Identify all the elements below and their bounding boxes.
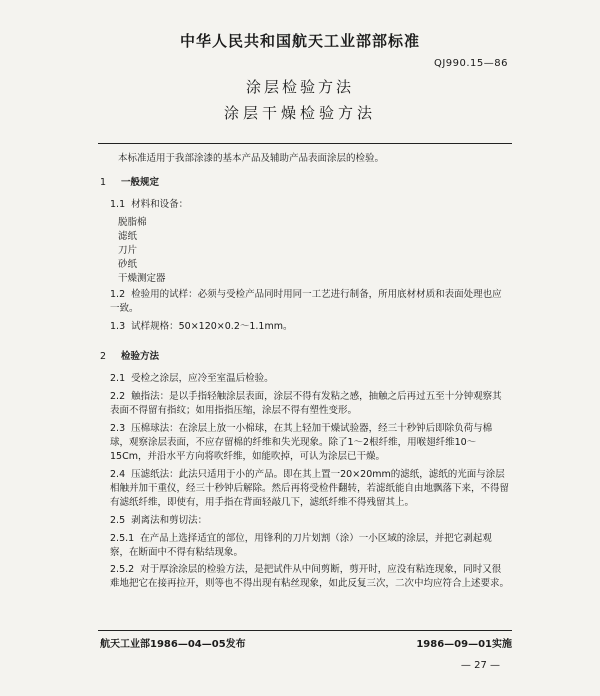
clause-text: 材料和设备： bbox=[131, 199, 189, 210]
issue-date: 航天工业部1986—04—05发布 bbox=[100, 639, 246, 650]
section-title: 一般规定 bbox=[121, 177, 160, 188]
clause-2-5-1 bbox=[100, 532, 510, 560]
document-title: 涂层检验方法 bbox=[245, 78, 354, 96]
intro-paragraph: 本标准适用于我部涂漆的基本产品及辅助产品表面涂层的检验。 bbox=[118, 153, 385, 164]
clause-2-5-2 bbox=[100, 563, 510, 591]
clause-text: 在产品上选择适宜的部位，用锋利的刀片划割（涂）一小区域的涂层，并把它剥起观察，在断面中不得有粘结现象。 bbox=[110, 533, 492, 558]
section-title: 检验方法 bbox=[121, 351, 160, 362]
section-number: 2 bbox=[100, 351, 107, 362]
document-body bbox=[100, 152, 510, 594]
top-divider bbox=[98, 143, 512, 144]
clause-number: 2.5.2 bbox=[110, 564, 135, 575]
document-subtitle: 涂层干燥检验方法 bbox=[223, 104, 376, 122]
standard-code: QJ990.15—86 bbox=[433, 58, 508, 69]
clause-number: 2.1 bbox=[110, 373, 126, 384]
clause-text: 受检之涂层，应冷至室温后检验。 bbox=[131, 373, 274, 384]
clause-text: 检验用的试样：必须与受检产品同时用同一工艺进行制备，所用底材材质和表面处理也应一致。 bbox=[110, 289, 502, 314]
clause-1-2 bbox=[100, 288, 510, 316]
clause-text: 触指法：是以手指轻触涂层表面，涂层不得有发粘之感，抽触之后再过五至十分钟观察其表面不得留有指纹；如用指指压缩，涂层不得有塑性变形。 bbox=[110, 391, 502, 416]
list-item: 滤纸 bbox=[118, 231, 138, 242]
clause-text: 试样规格：50×120×0.2～1.1mm。 bbox=[131, 321, 293, 332]
clause-2-5 bbox=[100, 514, 510, 528]
clause-text: 压棉球法：在涂层上放一小棉球，在其上轻加干燥试验器，经三十秒钟后即除负荷与棉球，观察涂层表面，不应存留棉的纤维和失光现象。除了1～2根纤维，用喉翅纤维10～15Cm，并沿水平方向将吹纤维，如能吹掉，可认为涂层已干燥。 bbox=[110, 423, 493, 462]
clause-text: 对于厚涂涂层的检验方法，是把试件从中间剪断，剪开时，应没有粘连现象，同时又很难地把它在接再拉开，则等也不得出现有粘丝现象，如此反复三次，二次中均应符合上述要求。 bbox=[110, 564, 510, 589]
clause-number: 2.5 bbox=[110, 515, 126, 526]
clause-text: 压滤纸法：此法只适用于小的产品。即在其上置一20×20mm的滤纸，滤纸的光面与涂层相触并加干重仪，经三十秒钟后解除。然后再将受检件翻转，若滤纸能自由地飘落下来，不得留有滤纸纤维，即使有，用手指在背面轻敲几下，滤纸纤维不得残留其上。 bbox=[110, 469, 510, 508]
list-item: 干燥测定器 bbox=[118, 273, 166, 284]
clause-2-1 bbox=[100, 372, 510, 386]
standard-title: 中华人民共和国航天工业部部标准 bbox=[179, 32, 420, 50]
effective-date: 1986—09—01实施 bbox=[416, 639, 512, 650]
clause-text: 剥离法和剪切法： bbox=[131, 515, 208, 526]
clause-number: 2.2 bbox=[110, 391, 126, 402]
page-number: — 27 — bbox=[460, 660, 500, 671]
clause-1-3 bbox=[100, 320, 510, 334]
clause-2-2 bbox=[100, 390, 510, 418]
list-item: 刀片 bbox=[118, 245, 138, 256]
bottom-divider bbox=[98, 630, 512, 631]
clause-number: 2.5.1 bbox=[110, 533, 135, 544]
clause-2-3 bbox=[100, 422, 510, 464]
list-item: 砂纸 bbox=[118, 259, 138, 270]
section-1-heading bbox=[100, 176, 510, 190]
clause-number: 1.2 bbox=[110, 289, 126, 300]
clause-2-4 bbox=[100, 468, 510, 510]
clause-number: 1.1 bbox=[110, 199, 126, 210]
clause-number: 2.4 bbox=[110, 469, 126, 480]
clause-number: 1.3 bbox=[110, 321, 126, 332]
list-item: 脱脂棉 bbox=[118, 217, 147, 228]
section-number: 1 bbox=[100, 177, 107, 188]
section-2-heading bbox=[100, 350, 510, 364]
clause-number: 2.3 bbox=[110, 423, 126, 434]
clause-1-1 bbox=[100, 198, 510, 212]
